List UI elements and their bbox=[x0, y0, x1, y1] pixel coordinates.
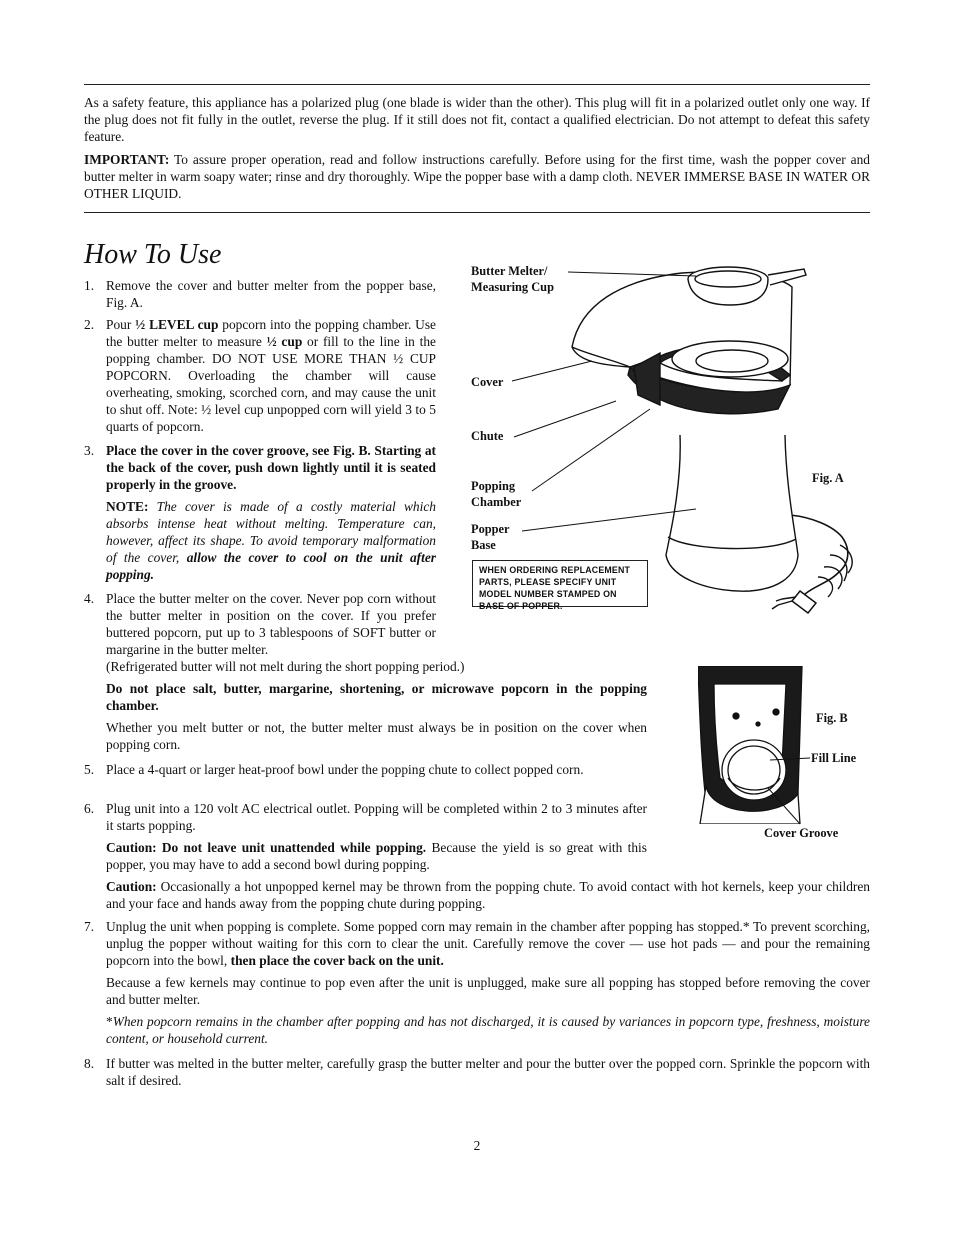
step-bold-part: Place the cover in the cover groove, see Fig. B. Starting at the back of the cover, push down lightly until it is seated properly in the groove. bbox=[106, 443, 436, 492]
label-chute: Chute bbox=[471, 429, 504, 443]
step-number: 4. bbox=[84, 591, 95, 606]
step-text: Plug unit into a 120 volt AC electrical outlet. Popping will be completed within 2 to 3 minutes after it starts popping. bbox=[106, 801, 647, 833]
important-text: To assure proper operation, read and follow instructions carefully. Before using for the first time, wash the popper cover and butter melter in warm soapy water; rinse and dry thoroughly. Wipe the popper base with a damp cloth. NEVER IMMERSE BASE IN WATER OR OTHER LIQUID. bbox=[84, 152, 870, 201]
step-number: 2. bbox=[84, 317, 95, 332]
important-paragraph bbox=[84, 151, 870, 202]
step-number: 6. bbox=[84, 801, 95, 816]
step-whether: Whether you melt butter or not, the butter melter must always be in position on the cover when popping corn. bbox=[106, 720, 647, 752]
step-text: Remove the cover and butter melter from the popper base, Fig. A. bbox=[106, 278, 436, 310]
step-text bbox=[106, 918, 870, 969]
step-bold-text bbox=[106, 442, 436, 493]
step-bold-part: Do not place salt, butter, margarine, shortening, or microwave popcorn in the popping chamber. bbox=[106, 681, 647, 713]
caution-text: Occasionally a hot unpopped kernel may be thrown from the popping chute. To avoid contact with hot kernels, keep your children and your face and hands away from the popping chute during popping. bbox=[106, 879, 870, 911]
step-text-part: or fill to the line in the popping chamber. DO NOT USE MORE THAN ½ CUP POPCORN. Overloading the chamber will cause overheating, smoking, scorched corn, and may cause the unit to shut off. Note: ½ level cup unpopped corn will yield 3 to 5 quarts of popcorn. bbox=[106, 334, 436, 434]
label-fill-line: Fill Line bbox=[811, 751, 857, 765]
important-label: IMPORTANT: bbox=[84, 152, 170, 167]
fig-b-label: Fig. B bbox=[816, 711, 848, 725]
label-butter-melter bbox=[471, 263, 554, 295]
caution-1 bbox=[106, 839, 647, 873]
step-text-part: popcorn into the popping chamber. Use the butter melter to measure bbox=[106, 317, 436, 349]
step-text-continued: (Refrigerated butter will not melt during the short popping period.) bbox=[106, 659, 465, 674]
safety-paragraph: As a safety feature, this appliance has a polarized plug (one blade is wider than the other). This plug will fit in a polarized outlet only one way. If the plug does not fit fully in the outlet, reverse the plug. If it still does not fit, contact a qualified electrician. Do not attempt to defeat this safety feature. bbox=[84, 95, 870, 144]
step-paragraph-2: Because a few kernels may continue to pop even after the unit is unplugged, make sure all popping has stopped before removing the cover and butter melter. bbox=[106, 975, 870, 1007]
step-text-part: Unplug the unit when popping is complete. Some popped corn may remain in the chamber after popping has stopped.* To prevent scorching, unplug the popper without waiting for this corn to clear the unit. Carefully remove the cover — use hot pads — and pour the remaining popcorn into the bowl, bbox=[106, 919, 870, 968]
step-text: If butter was melted in the butter melter, carefully grasp the butter melter and pour the butter over the popped corn. Sprinkle the popcorn with salt if desired. bbox=[106, 1056, 870, 1088]
step-bold-part: then place the cover back on the unit. bbox=[230, 953, 444, 968]
label-line: Measuring Cup bbox=[471, 280, 554, 294]
step-number: 8. bbox=[84, 1056, 95, 1071]
note-label: NOTE: bbox=[106, 499, 149, 514]
step-text: Place a 4-quart or larger heat-proof bowl under the popping chute to collect popped corn. bbox=[106, 762, 584, 777]
step-text bbox=[106, 316, 436, 435]
step-number: 3. bbox=[84, 443, 95, 458]
fig-a-leader-lines bbox=[460, 255, 760, 555]
plug bbox=[792, 591, 816, 613]
middle-rule bbox=[84, 212, 870, 213]
caution-2 bbox=[106, 878, 870, 912]
label-popper-base bbox=[471, 521, 510, 553]
step-number: 7. bbox=[84, 919, 95, 934]
top-rule bbox=[84, 84, 870, 85]
label-line: Chamber bbox=[471, 495, 522, 509]
label-line: Popper bbox=[471, 522, 510, 536]
section-title: How To Use bbox=[84, 239, 222, 270]
footnote bbox=[106, 1013, 870, 1047]
page-number: 2 bbox=[473, 1138, 481, 1153]
label-popping-chamber bbox=[471, 478, 521, 510]
step-note bbox=[106, 498, 436, 583]
footnote-text: When popcorn remains in the chamber after popping and has not discharged, it is caused by variances in popcorn type, freshness, moisture content, or household current. bbox=[106, 1014, 870, 1046]
fig-a-label: Fig. A bbox=[812, 471, 844, 485]
note-italic: The cover is made of a costly material which absorbs intense heat without melting. Temperature can, however, affect its shape. To avoid temporary malformation of the cover, bbox=[106, 499, 436, 565]
step-bold-part: ½ cup bbox=[266, 334, 303, 349]
caution-text: Because the yield is so great with this popper, you may have to add a second bowl during popping. bbox=[106, 840, 647, 872]
step-text-part: Pour bbox=[106, 317, 132, 332]
caution-label: Caution: Do not leave unit unattended while popping. bbox=[106, 840, 427, 855]
label-line: Butter Melter/ bbox=[471, 264, 548, 278]
footnote-star: * bbox=[106, 1014, 113, 1029]
step-number: 5. bbox=[84, 762, 95, 777]
step-number: 1. bbox=[84, 278, 95, 293]
step-bold-part: ½ LEVEL cup bbox=[135, 317, 219, 332]
label-cover-groove: Cover Groove bbox=[764, 826, 839, 840]
step-bold-text bbox=[106, 680, 647, 714]
caution-label: Caution: bbox=[106, 879, 157, 894]
replacement-parts-notice: WHEN ORDERING REPLACEMENT PARTS, PLEASE SPECIFY UNIT MODEL NUMBER STAMPED ON BASE OF POPPER. bbox=[472, 560, 648, 607]
note-bold-italic: allow the cover to cool on the unit after popping. bbox=[106, 550, 436, 582]
safety-block bbox=[84, 94, 870, 202]
label-line: Base bbox=[471, 538, 496, 552]
label-cover: Cover bbox=[471, 375, 504, 389]
label-line: Popping bbox=[471, 479, 516, 493]
step-text: Place the butter melter on the cover. Never pop corn without the butter melter in position on the cover. If you prefer buttered popcorn, put up to 3 tablespoons of SOFT butter or margarine in the butter melter. bbox=[106, 591, 436, 657]
